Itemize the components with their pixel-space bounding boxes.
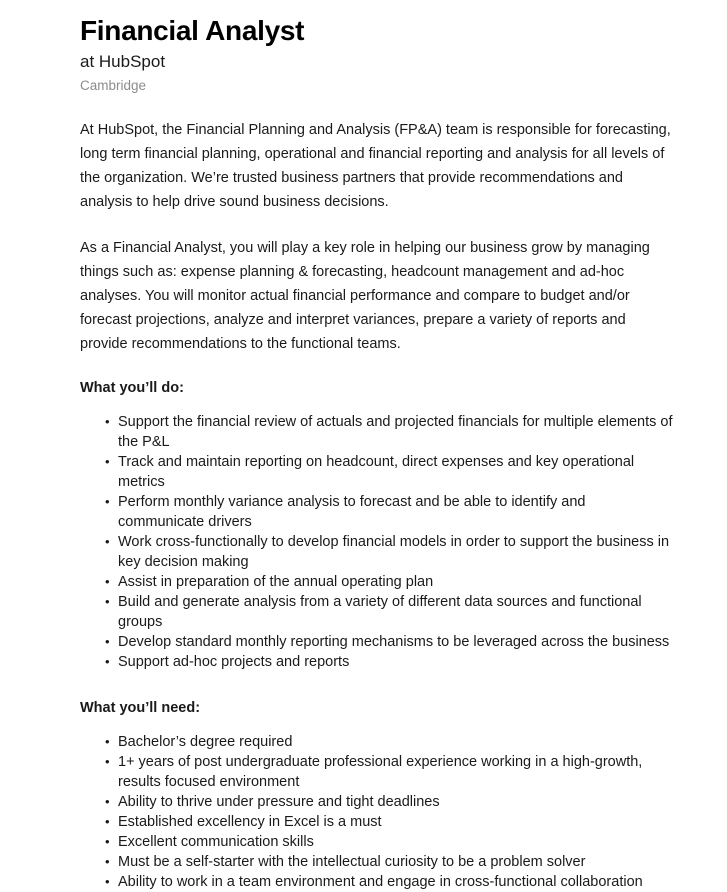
list-item: • Bachelor’s degree required [105, 732, 675, 752]
responsibilities-list [80, 412, 675, 672]
list-item: • Excellent communication skills [105, 832, 675, 852]
list-item: • Work cross-functionally to develop financial models in order to support the business in key decision making [105, 532, 675, 572]
list-item: • Assist in preparation of the annual operating plan [105, 572, 675, 592]
list-item: • Develop standard monthly reporting mechanisms to be leveraged across the business [105, 632, 675, 652]
list-item: • Must be a self-starter with the intellectual curiosity to be a problem solver [105, 852, 675, 872]
intro-paragraph-1: At HubSpot, the Financial Planning and Analysis (FP&A) team is responsible for forecasting, long term financial planning, operational and financial reporting and analysis for all levels of the organization. We’re trusted business partners that provide recommendations and analysis to help drive sound business decisions. [80, 122, 671, 210]
list-item: • Support the financial review of actuals and projected financials for multiple elements of the P&L [105, 412, 675, 452]
intro-paragraph-2: As a Financial Analyst, you will play a key role in helping our business grow by managing things such as: expense planning & forecasting, headcount management and ad-hoc analyses. You will monitor actual financial performance and compare to budget and/or forecast projections, analyze and interpret variances, prepare a variety of reports and provide recommendations to the functional teams. [80, 240, 650, 352]
list-item: • Build and generate analysis from a variety of different data sources and functional groups [105, 592, 675, 632]
list-item: • Ability to thrive under pressure and tight deadlines [105, 792, 675, 812]
list-item: • Track and maintain reporting on headcount, direct expenses and key operational metrics [105, 452, 675, 492]
list-item: • Support ad-hoc projects and reports [105, 652, 675, 672]
page-title: Financial Analyst [80, 15, 305, 46]
job-location: Cambridge [80, 78, 147, 93]
requirements-list [80, 732, 675, 892]
job-description-body [80, 118, 675, 892]
list-item: • Established excellency in Excel is a must [105, 812, 675, 832]
section-heading-requirements: What you’ll need: [80, 700, 201, 716]
section-heading-responsibilities: What you’ll do: [80, 380, 184, 396]
list-item: • Ability to work in a team environment and engage in cross-functional collaboration [105, 872, 675, 892]
company-name: at HubSpot [80, 52, 166, 71]
list-item: • Perform monthly variance analysis to forecast and be able to identify and communicate drivers [105, 492, 675, 532]
list-item: • 1+ years of post undergraduate professional experience working in a high-growth, results focused environment [105, 752, 675, 792]
